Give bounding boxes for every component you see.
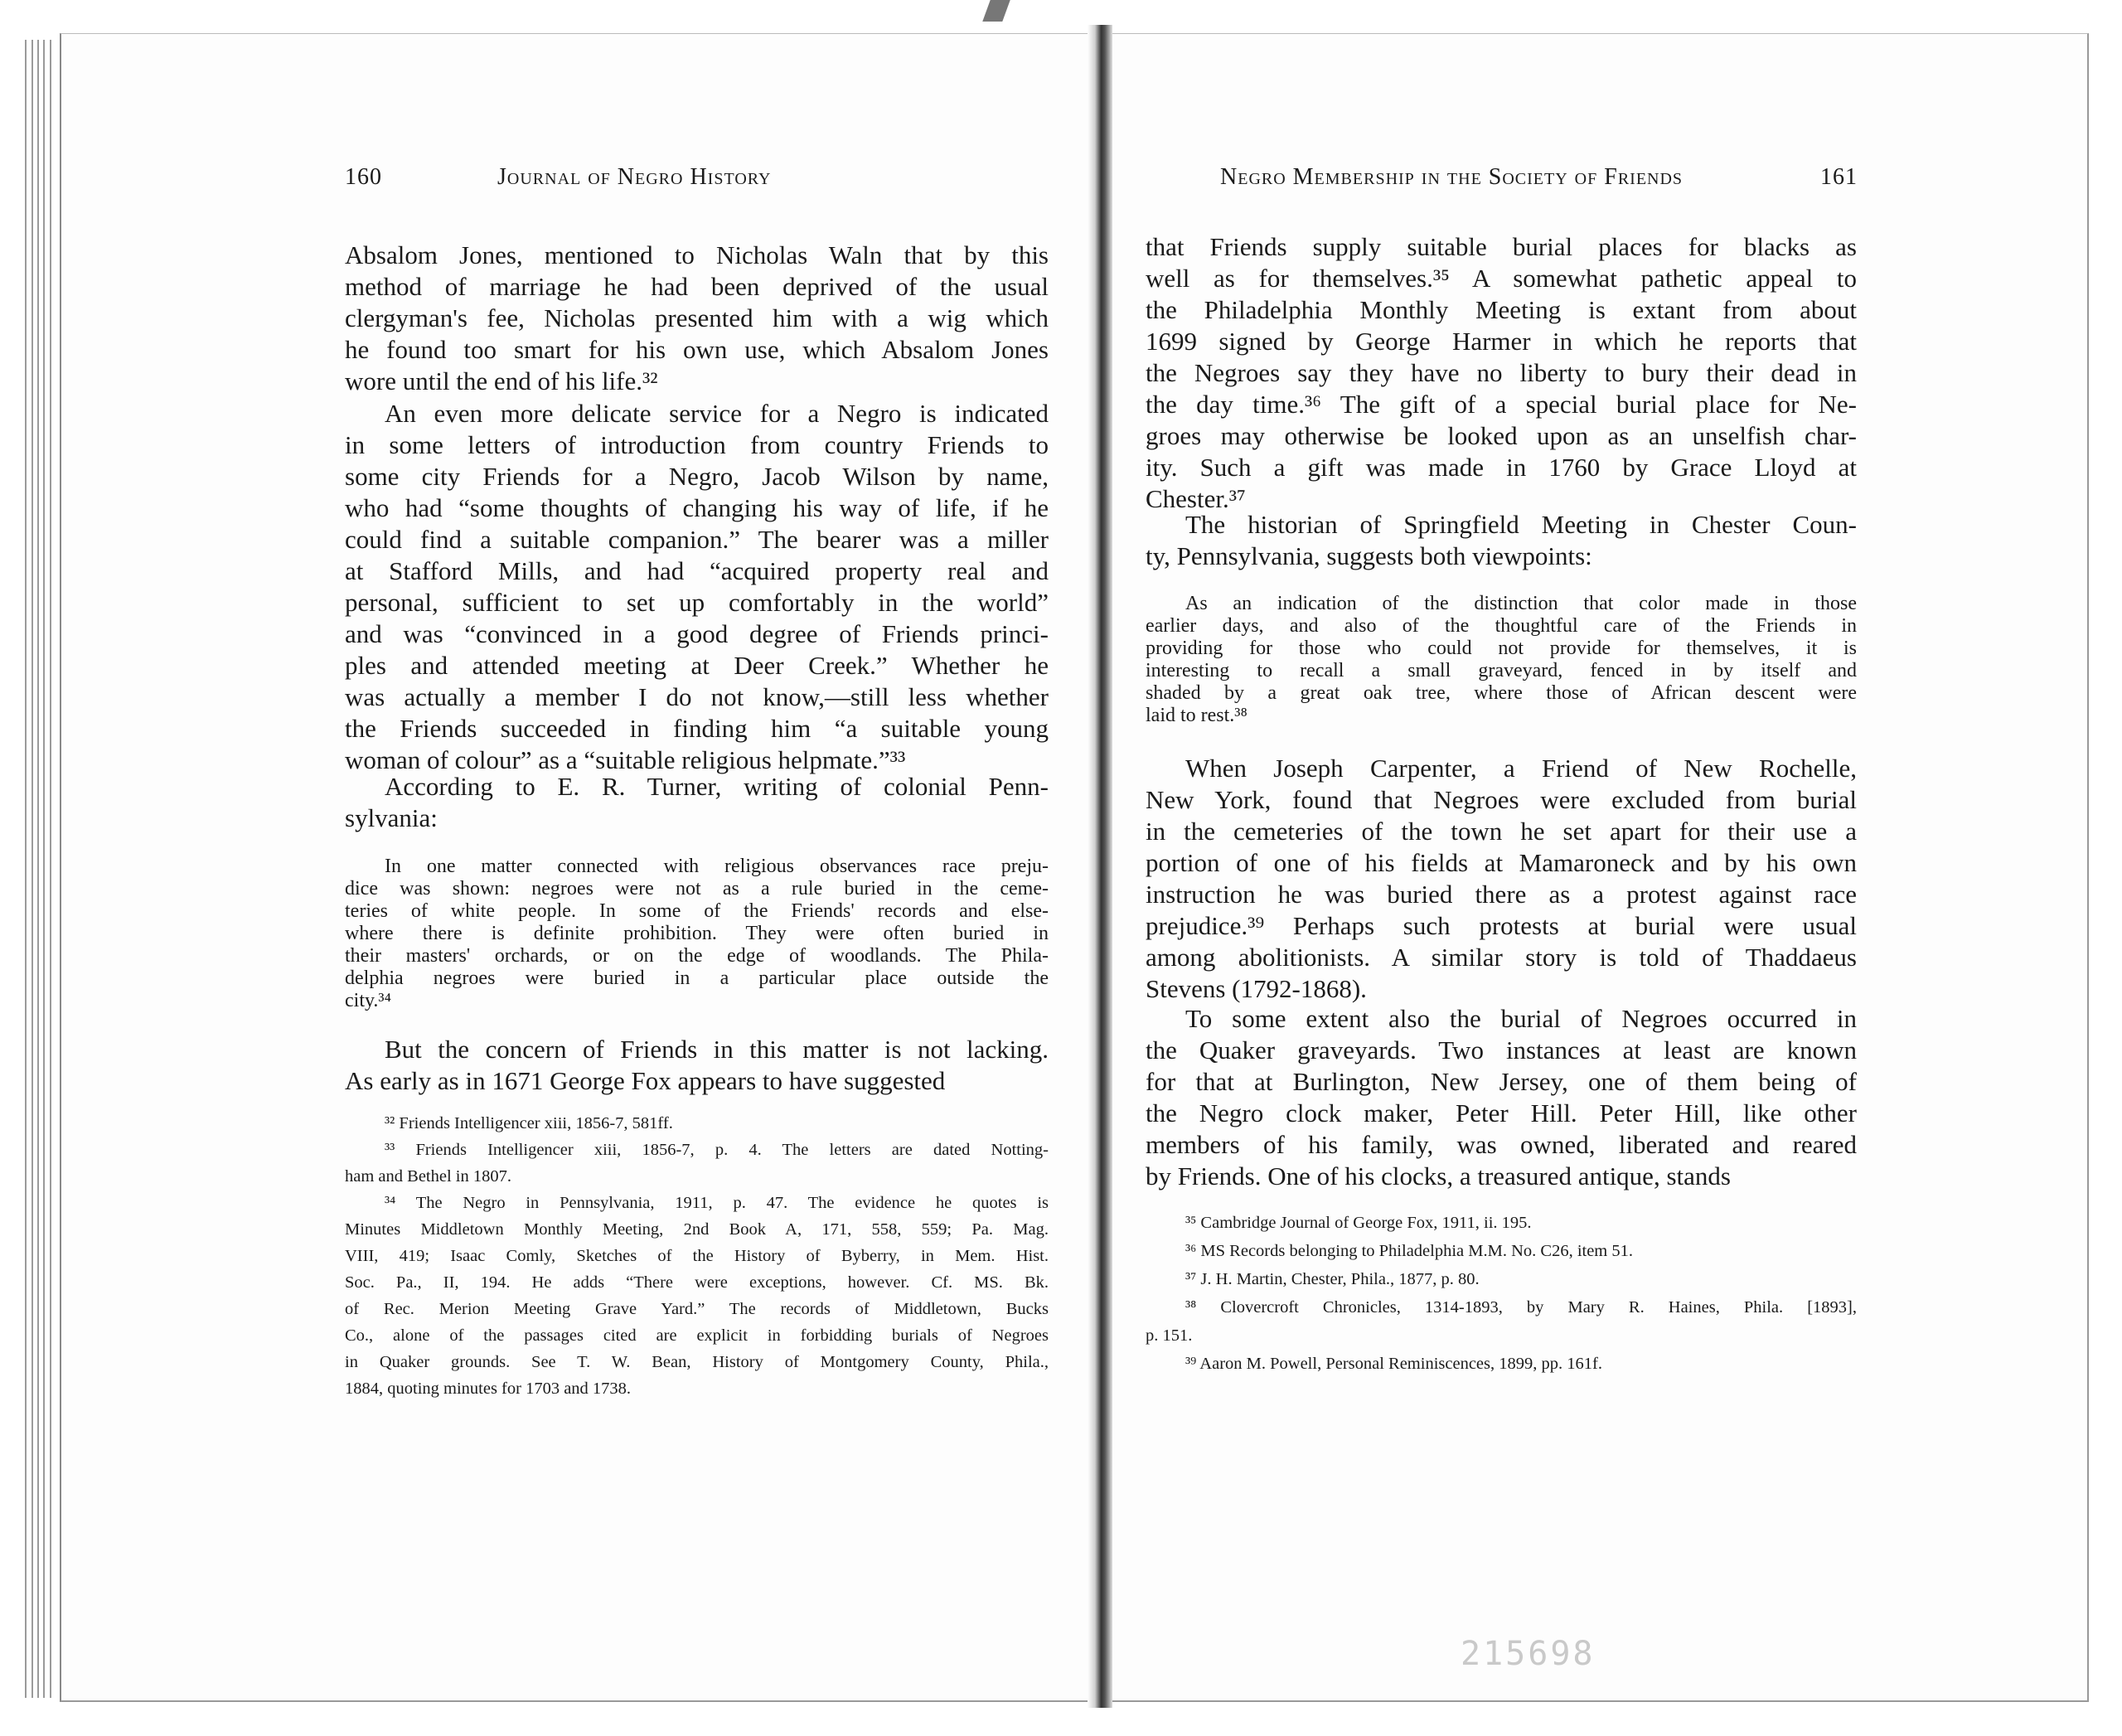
footnote [1146,1293,1857,1350]
text-line: VIII, 419; Isaac Comly, Sketches of the History of Byberry, in Mem. Hist. [345,1247,1049,1265]
text-line: the Quaker graveyards. Two instances at least are known [1146,1035,1857,1064]
text-line: ity. Such a gift was made in 1760 by Grace Lloyd at [1146,453,1857,482]
footnote [1146,1209,1857,1237]
text-line: at Stafford Mills, and had “acquired property real and [345,556,1049,585]
stacked-page-edges [25,40,62,1698]
text-line: woman of colour” as a “suitable religious helpmate.”³³ [345,745,906,774]
text-line: shaded by a great oak tree, where those of African descent were [1146,682,1857,704]
text-line: teries of white people. In some of the Friends' records and else- [345,900,1049,922]
text-line: As an indication of the distinction that color made in those [1185,593,1857,614]
text-line: ³² Friends Intelligencer xiii, 1856-7, 581ff. [385,1114,673,1132]
text-line: members of his family, was owned, liberated and reared [1146,1130,1857,1159]
text-line: ³⁶ MS Records belonging to Philadelphia M.M. No. C26, item 51. [1185,1242,1634,1260]
text-line: the day time.³⁶ The gift of a special burial place for Ne- [1146,390,1857,419]
text-line: sylvania: [345,803,438,832]
footnote [345,1110,1049,1137]
text-line: Co., alone of the passages cited are explicit in forbidding burials of Negroes [345,1326,1049,1345]
paragraph [345,1034,1049,1097]
text-line: in Quaker grounds. See T. W. Bean, History of Montgomery County, Phila., [345,1353,1049,1371]
text-line: prejudice.³⁹ Perhaps such protests at burial were usual [1146,911,1857,940]
paper-scrap [982,0,1010,22]
footnote [1146,1265,1857,1293]
right-running-head: Negro Membership in the Society of Friends [1220,164,1684,190]
footnote [1146,1350,1857,1378]
accession-stamp: 215698 [1461,1635,1596,1673]
block-quote [1146,593,1857,727]
text-line: Stevens (1792-1868). [1146,974,1367,1003]
text-line: was actually a member I do not know,—still less whether [345,682,1049,711]
text-line: and was “convinced in a good degree of Friends princi- [345,619,1049,648]
text-line: city.³⁴ [345,990,391,1011]
text-line: earlier days, and also of the thoughtful care of the Friends in [1146,615,1857,637]
text-line: According to E. R. Turner, writing of colonial Penn- [385,772,1049,801]
text-line: for that at Burlington, New Jersey, one of them being of [1146,1067,1857,1096]
text-line: that Friends supply suitable burial places for blacks as [1146,232,1857,261]
text-line: When Joseph Carpenter, a Friend of New Rochelle, [1185,754,1857,783]
text-line: the Negroes say they have no liberty to bury their dead in [1146,358,1857,387]
text-line: delphia negroes were buried in a particular place outside the [345,967,1049,989]
text-line: in some letters of introduction from country Friends to [345,430,1049,459]
footnote [345,1137,1049,1190]
text-line: personal, sufficient to set up comfortably in the world” [345,588,1049,617]
text-line: Absalom Jones, mentioned to Nicholas Waln that by this [345,240,1049,269]
text-line: New York, found that Negroes were excluded from burial [1146,785,1857,814]
text-line: where there is definite prohibition. They were often buried in [345,923,1049,944]
text-line: wore until the end of his life.³² [345,366,658,395]
text-line: ³⁴ The Negro in Pennsylvania, 1911, p. 47. The evidence he quotes is [385,1194,1049,1212]
text-line: 1699 signed by George Harmer in which he reports that [1146,327,1857,356]
text-line: the Philadelphia Monthly Meeting is extant from about [1146,295,1857,324]
paragraph [345,240,1049,397]
paragraph [1146,509,1857,572]
text-line: some city Friends for a Negro, Jacob Wilson by name, [345,462,1049,491]
left-running-head: Journal of Negro History [497,164,772,190]
text-line: of Rec. Merion Meeting Grave Yard.” The records of Middletown, Bucks [345,1300,1049,1318]
paragraph [1146,231,1857,515]
paragraph [1146,1003,1857,1192]
paragraph [1146,753,1857,1005]
text-line: method of marriage he had been deprived of the usual [345,272,1049,301]
text-line: ³⁸ Clovercroft Chronicles, 1314-1893, by Mary R. Haines, Phila. [1893], [1185,1298,1857,1317]
text-line: interesting to recall a small graveyard, fenced in by itself and [1146,660,1857,681]
text-line: Chester.³⁷ [1146,484,1246,513]
text-line: To some extent also the burial of Negroes occurred in [1185,1004,1857,1033]
left-page-number: 160 [345,164,382,190]
right-page-number: 161 [1820,164,1858,190]
text-line: portion of one of his fields at Mamaroneck and by his own [1146,848,1857,877]
text-line: ³⁵ Cambridge Journal of George Fox, 1911, ii. 195. [1185,1214,1532,1232]
text-line: who had “some thoughts of changing his way of life, if he [345,493,1049,522]
text-line: among abolitionists. A similar story is told of Thaddaeus [1146,943,1857,972]
text-line: their masters' orchards, or on the edge of woodlands. The Phila- [345,945,1049,967]
text-line: ples and attended meeting at Deer Creek.” Whether he [345,651,1049,680]
text-line: the Friends succeeded in finding him “a suitable young [345,714,1049,743]
book-gutter [1088,25,1112,1708]
text-line: the Negro clock maker, Peter Hill. Peter Hill, like other [1146,1098,1857,1127]
text-line: ³⁷ J. H. Martin, Chester, Phila., 1877, p. 80. [1185,1270,1480,1288]
text-line: in the cemeteries of the town he set apart for their use a [1146,817,1857,846]
text-line: laid to rest.³⁸ [1146,705,1248,726]
paragraph [345,398,1049,776]
text-line: The historian of Springfield Meeting in Chester Coun- [1185,510,1857,539]
text-line: he found too smart for his own use, which Absalom Jones [345,335,1049,364]
text-line: by Friends. One of his clocks, a treasured antique, stands [1146,1161,1731,1190]
footnote [1146,1237,1857,1265]
block-quote [345,856,1049,1012]
text-line: well as for themselves.³⁵ A somewhat pathetic appeal to [1146,264,1857,293]
text-line: p. 151. [1146,1326,1193,1345]
text-line: providing for those who could not provide for themselves, it is [1146,638,1857,659]
text-line: Soc. Pa., II, 194. He adds “There were exceptions, however. Cf. MS. Bk. [345,1273,1049,1292]
text-line: Minutes Middletown Monthly Meeting, 2nd Book A, 171, 558, 559; Pa. Mag. [345,1220,1049,1239]
text-line: ty, Pennsylvania, suggests both viewpoints: [1146,541,1592,570]
text-line: 1884, quoting minutes for 1703 and 1738. [345,1380,632,1398]
text-line: In one matter connected with religious observances race preju- [385,856,1049,877]
text-line: ³⁹ Aaron M. Powell, Personal Reminiscences, 1899, pp. 161f. [1185,1355,1602,1373]
text-line: clergyman's fee, Nicholas presented him with a wig which [345,303,1049,332]
text-line: could find a suitable companion.” The bearer was a miller [345,525,1049,554]
text-line: ham and Bethel in 1807. [345,1167,511,1186]
text-line: ³³ Friends Intelligencer xiii, 1856-7, p. 4. The letters are dated Notting- [385,1141,1049,1159]
text-line: dice was shown: negroes were not as a rule buried in the ceme- [345,878,1049,900]
text-line: instruction he was buried there as a protest against race [1146,880,1857,909]
text-line: An even more delicate service for a Negro is indicated [385,399,1049,428]
paragraph [345,771,1049,834]
text-line: But the concern of Friends in this matter is not lacking. [385,1035,1049,1064]
text-line: As early as in 1671 George Fox appears to have suggested [345,1066,946,1095]
footnote [345,1190,1049,1402]
text-line: groes may otherwise be looked upon as an unselfish char- [1146,421,1857,450]
